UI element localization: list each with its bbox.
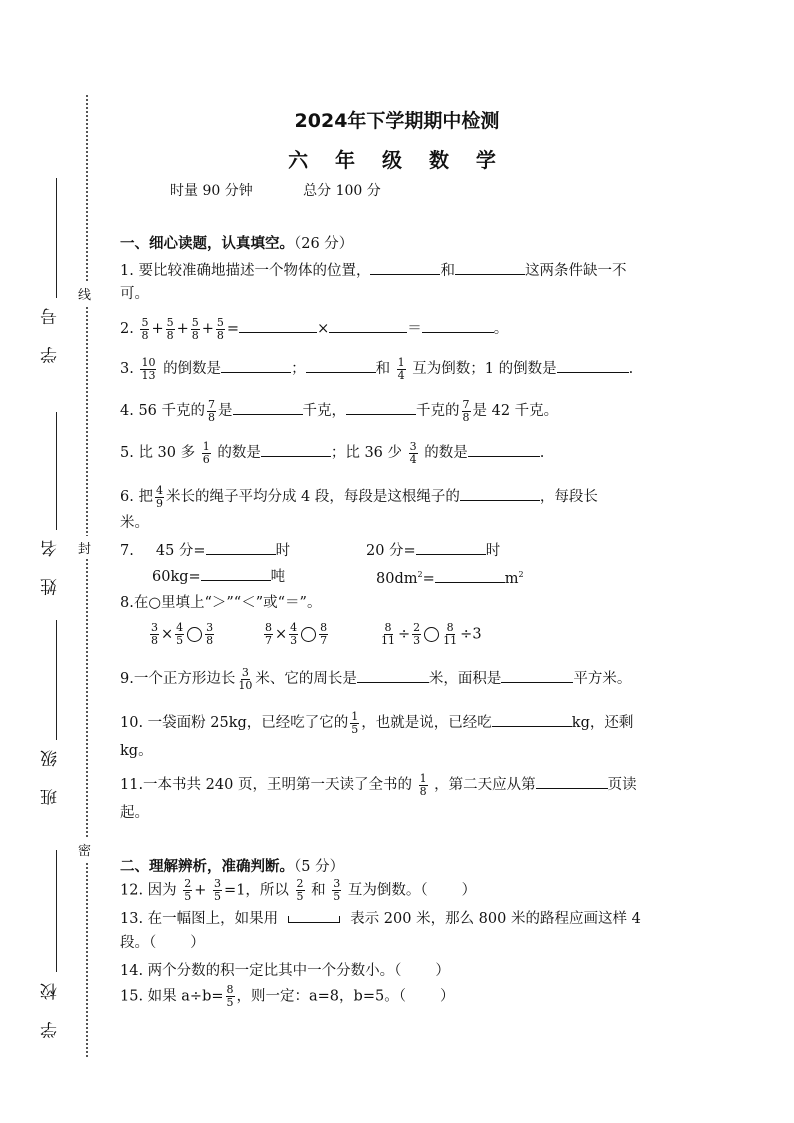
q2-frac-1: $\frac{5}{8}$	[141, 315, 149, 342]
q7-blank-4[interactable]	[435, 566, 505, 583]
section-1-title: 一、细心读题，认真填空。	[120, 236, 294, 252]
q3-blank-3[interactable]	[557, 356, 629, 373]
scale-bar-icon	[288, 916, 340, 923]
section-2-heading	[120, 855, 344, 876]
q15-frac-8-5: $\frac{8}{5}$	[226, 983, 234, 1009]
q4-blank-2[interactable]	[346, 398, 416, 415]
q2-frac-2: $\frac{5}{8}$	[166, 315, 174, 342]
q2-frac-3: $\frac{5}{8}$	[191, 315, 199, 342]
q1-text-c: 这两条件缺一不	[524, 263, 627, 279]
q1-text-b: 和	[440, 263, 455, 279]
q5-blank-2[interactable]	[468, 440, 540, 457]
question-9: 9.一个正方形边长 $\frac{3}{10}$ 米、它的周长是 米，面积是 平方米。	[120, 665, 632, 692]
q3-frac-10-13: $\frac{10}{13}$	[141, 355, 156, 382]
q2-blank-3[interactable]	[422, 316, 494, 333]
name-label: 姓 名	[41, 532, 61, 596]
q7-blank-1[interactable]	[206, 538, 276, 555]
question-8-item-2: $\frac{8}{7}$ × $\frac{4}{3}$ $\frac{8}{7}$	[265, 621, 328, 647]
school-label: 学 校	[41, 975, 61, 1039]
q2-frac-4: $\frac{5}{8}$	[216, 315, 224, 342]
q3-blank-1[interactable]	[221, 356, 291, 373]
q10-frac-1-5: $\frac{1}{5}$	[351, 709, 359, 736]
q5-frac-1-6: $\frac{1}{6}$	[202, 439, 210, 466]
exam-score: 总分 100 分	[303, 183, 381, 199]
q4-frac-2: $\frac{7}{8}$	[462, 397, 470, 424]
q3-blank-2[interactable]	[306, 356, 376, 373]
q8-circle-1[interactable]	[187, 627, 202, 642]
question-10-cont: kg。	[120, 743, 153, 759]
question-12: 12. 因为 $\frac{2}{5}$ + $\frac{3}{5}$ =1，所以 $\frac{2}{5}$ 和 $\frac{3}{5}$ 互为倒数。（ ）	[120, 877, 477, 903]
question-11: 11.一本书共 240 页，王明第一天读了全书的 $\frac{1}{8}$ ，第二天应从第 页读	[120, 771, 637, 798]
question-1-cont: 可。	[120, 286, 149, 302]
question-4: 4. 56 千克的 $\frac{7}{8}$ 是 千克， 千克的 $\frac{7}{8}$ 是 42 千克。	[120, 397, 559, 424]
q7-blank-3[interactable]	[201, 564, 271, 581]
name-rule	[56, 412, 57, 530]
school-rule	[56, 850, 57, 972]
q9-frac-3-10: $\frac{3}{10}$	[238, 665, 253, 692]
question-6: 6. 把 $\frac{4}{9}$ 米长的绳子平均分成 4 段，每段是这根绳子的 ，每段长	[120, 483, 598, 510]
q11-frac-1-8: $\frac{1}{8}$	[419, 771, 427, 798]
seal-mark-line: 线	[78, 282, 91, 305]
question-15: 15. 如果 a÷b= $\frac{8}{5}$ ，则一定：a=8，b=5。（ ）	[120, 983, 455, 1009]
question-6-cont: 米。	[120, 515, 149, 531]
question-3: 3. $\frac{10}{13}$ 的倒数是 ； 和 $\frac{1}{4}$ 互为倒数；1 的倒数是 .	[120, 355, 634, 382]
question-2: 2. $\frac{5}{8}$ + $\frac{5}{8}$ + $\frac{5}{8}$ + $\frac{5}{8}$ = × ＝ 。	[120, 315, 509, 342]
question-8: 8.在○里填上“＞”“＜”或“＝”。	[120, 595, 322, 611]
q10-blank-1[interactable]	[492, 710, 572, 727]
q2-blank-2[interactable]	[329, 316, 407, 333]
student-id-rule	[56, 178, 57, 298]
q2-blank-1[interactable]	[239, 316, 317, 333]
question-8-item-1: $\frac{3}{8}$ × $\frac{4}{5}$ $\frac{3}{8}$	[151, 621, 214, 647]
q4-blank-1[interactable]	[233, 398, 303, 415]
q7-blank-2[interactable]	[416, 538, 486, 555]
q4-frac-1: $\frac{7}{8}$	[208, 397, 216, 424]
binding-dotted-line	[86, 95, 88, 1057]
question-14: 14. 两个分数的积一定比其中一个分数小。（ ）	[120, 963, 450, 979]
class-rule	[56, 620, 57, 740]
question-13: 13. 在一幅图上，如果用 表示 200 米，那么 800 米的路程应画这样 4	[120, 911, 641, 927]
section-2-points: （5 分）	[294, 859, 345, 875]
q11-blank-1[interactable]	[536, 772, 608, 789]
section-1-points: （26 分）	[294, 236, 354, 252]
q9-blank-1[interactable]	[357, 666, 429, 683]
exam-time: 时量 90 分钟	[170, 183, 253, 199]
question-7-row-1: 7. 45 分= 时	[120, 538, 290, 562]
question-13-cont: 段。（ ）	[120, 935, 205, 951]
question-10: 10. 一袋面粉 25kg，已经吃了它的 $\frac{1}{5}$ ，也就是说，已经吃 kg，还剩	[120, 709, 634, 736]
q6-frac-4-9: $\frac{4}{9}$	[155, 483, 163, 510]
q8-circle-2[interactable]	[301, 627, 316, 642]
question-8-item-3: $\frac{8}{11}$ ÷ $\frac{2}{3}$ $\frac{8}{11}$ ÷3	[381, 621, 482, 647]
exam-title: 2024年下学期期中检测	[294, 110, 500, 132]
question-7-row-1b: 20 分= 时	[366, 538, 500, 562]
exam-meta	[170, 180, 427, 200]
q6-blank-1[interactable]	[460, 484, 540, 501]
question-7-row-2b: $80dm^2= m^2$	[376, 564, 524, 590]
q2-num: 2.	[120, 321, 134, 337]
q3-frac-1-4: $\frac{1}{4}$	[397, 355, 405, 382]
question-11-cont: 起。	[120, 805, 149, 821]
class-label: 班 级	[41, 742, 61, 806]
q5-frac-3-4: $\frac{3}{4}$	[409, 439, 417, 466]
seal-mark-seal: 封	[78, 536, 91, 559]
q9-blank-2[interactable]	[501, 666, 573, 683]
section-1-heading	[120, 232, 353, 253]
q1-text-a: 1. 要比较准确地描述一个物体的位置，	[120, 263, 371, 279]
seal-mark-secret: 密	[78, 838, 91, 861]
section-2-title: 二、理解辨析，准确判断。	[120, 859, 294, 875]
q5-blank-1[interactable]	[261, 440, 331, 457]
question-5: 5. 比 30 多 $\frac{1}{6}$ 的数是 ；比 36 少 $\frac{3}{4}$ 的数是 .	[120, 439, 545, 466]
exam-subtitle: 六 年 级 数 学	[288, 148, 506, 172]
student-id-label: 学 号	[41, 300, 61, 364]
question-7-row-2: 60kg= 吨	[152, 564, 285, 588]
q1-blank-2[interactable]	[455, 258, 525, 275]
q1-blank-1[interactable]	[370, 258, 440, 275]
q8-circle-3[interactable]	[424, 627, 439, 642]
question-1	[120, 258, 626, 282]
